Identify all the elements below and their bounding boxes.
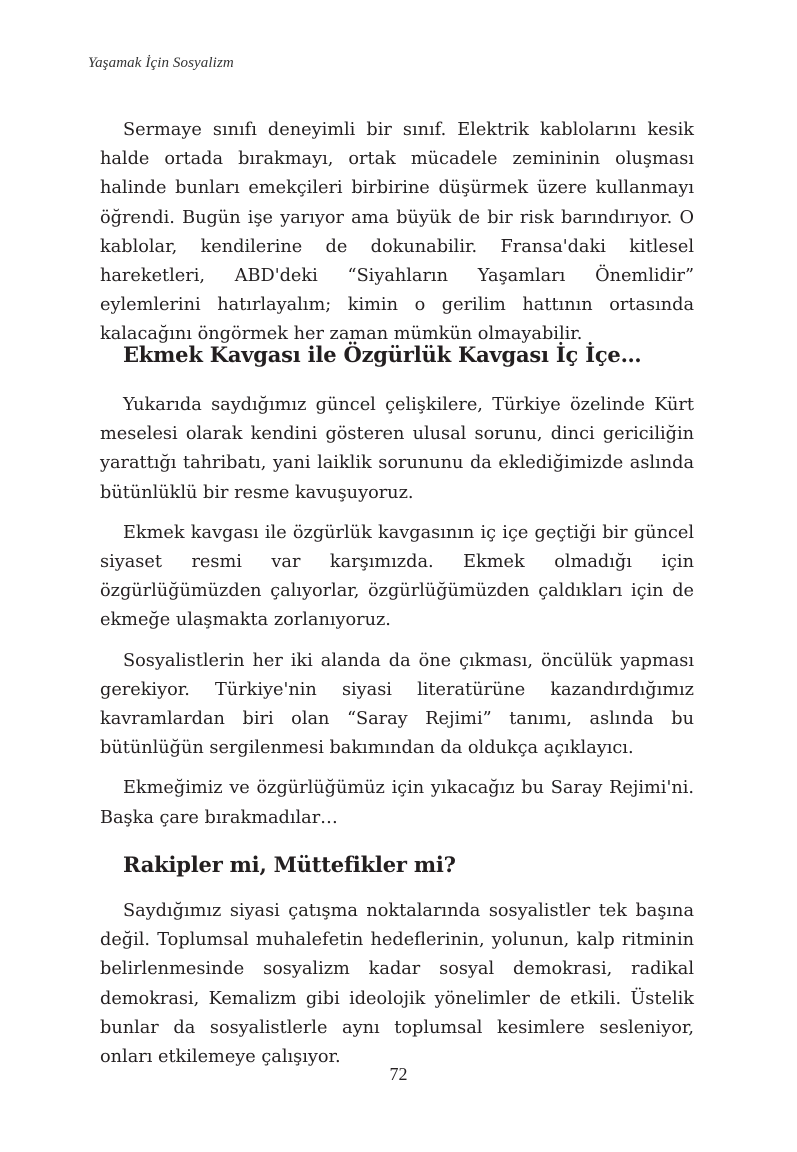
paragraph: Sermaye sınıfı deneyimli bir sınıf. Elektrik kablolarını kesik halde ortada bırakmayı, ortak mücadele zemininin oluşması halinde bunları emekçileri birbirine düşürmek üzere kullanmayı öğrendi. Bugün işe yarıyor ama büyük de bir risk barındırıyor. O kablolar, kendilerine de dokunabilir. Fransa'daki kitlesel hareketleri, ABD'deki “Siyahların Yaşamları Önemlidir” eylemlerini hatırlayalım; kimin o gerilim hattının ortasında kalacağını öngörmek her zaman mümkün olmayabilir. <box>100 120 694 345</box>
paragraph: Ekmeğimiz ve özgürlüğümüz için yıkacağız bu Saray Rejimi'ni. Başka çare bırakmadılar… <box>100 778 694 828</box>
section-heading: Ekmek Kavgası ile Özgürlük Kavgası İç İçe… <box>123 342 642 367</box>
section-2-text <box>100 897 694 1072</box>
page-number: 72 <box>389 1064 408 1084</box>
paragraph: Saydığımız siyasi çatışma noktalarında sosyalistler tek başına değil. Toplumsal muhalefetin hedeflerinin, yolunun, kalp ritminin belirlenmesinde sosyalizm kadar sosyal demokrasi, radikal demokrasi, Kemalizm gibi ideolojik yönelimler de etkili. Üstelik bunlar da sosyalistlerle aynı toplumsal kesimlere sesleniyor, onları etkilemeye çalışıyor. <box>100 901 694 1068</box>
intro-text <box>100 116 694 350</box>
running-head: Yaşamak İçin Sosyalizm <box>88 55 234 71</box>
paragraph: Sosyalistlerin her iki alanda da öne çıkması, öncülük yapması gerekiyor. Türkiye'nin siyasi literatürüne kazandırdığımız kavramlardan biri olan “Saray Rejimi” tanımı, aslında bu bütünlüğün sergilenmesi bakımından da oldukça açıklayıcı. <box>100 650 694 759</box>
paragraph: Yukarıda saydığımız güncel çelişkilere, Türkiye özelinde Kürt meselesi olarak kendini gösteren ulusal sorunu, dinci gericiliğin yarattığı tahribatı, yani laiklik sorununu da eklediğimizde aslında bütünlüklü bir resme kavuşuyoruz. <box>100 395 694 503</box>
section-heading: Rakipler mi, Müttefikler mi? <box>123 852 456 877</box>
section-1-text <box>100 391 694 844</box>
paragraph: Ekmek kavgası ile özgürlük kavgasının iç içe geçtiği bir güncel siyaset resmi var karşımızda. Ekmek olmadığı için özgürlüğümüzden çalıyorlar, özgürlüğümüzden çaldıkları için de ekmeğe ulaşmakta zorlanıyoruz. <box>100 522 694 631</box>
